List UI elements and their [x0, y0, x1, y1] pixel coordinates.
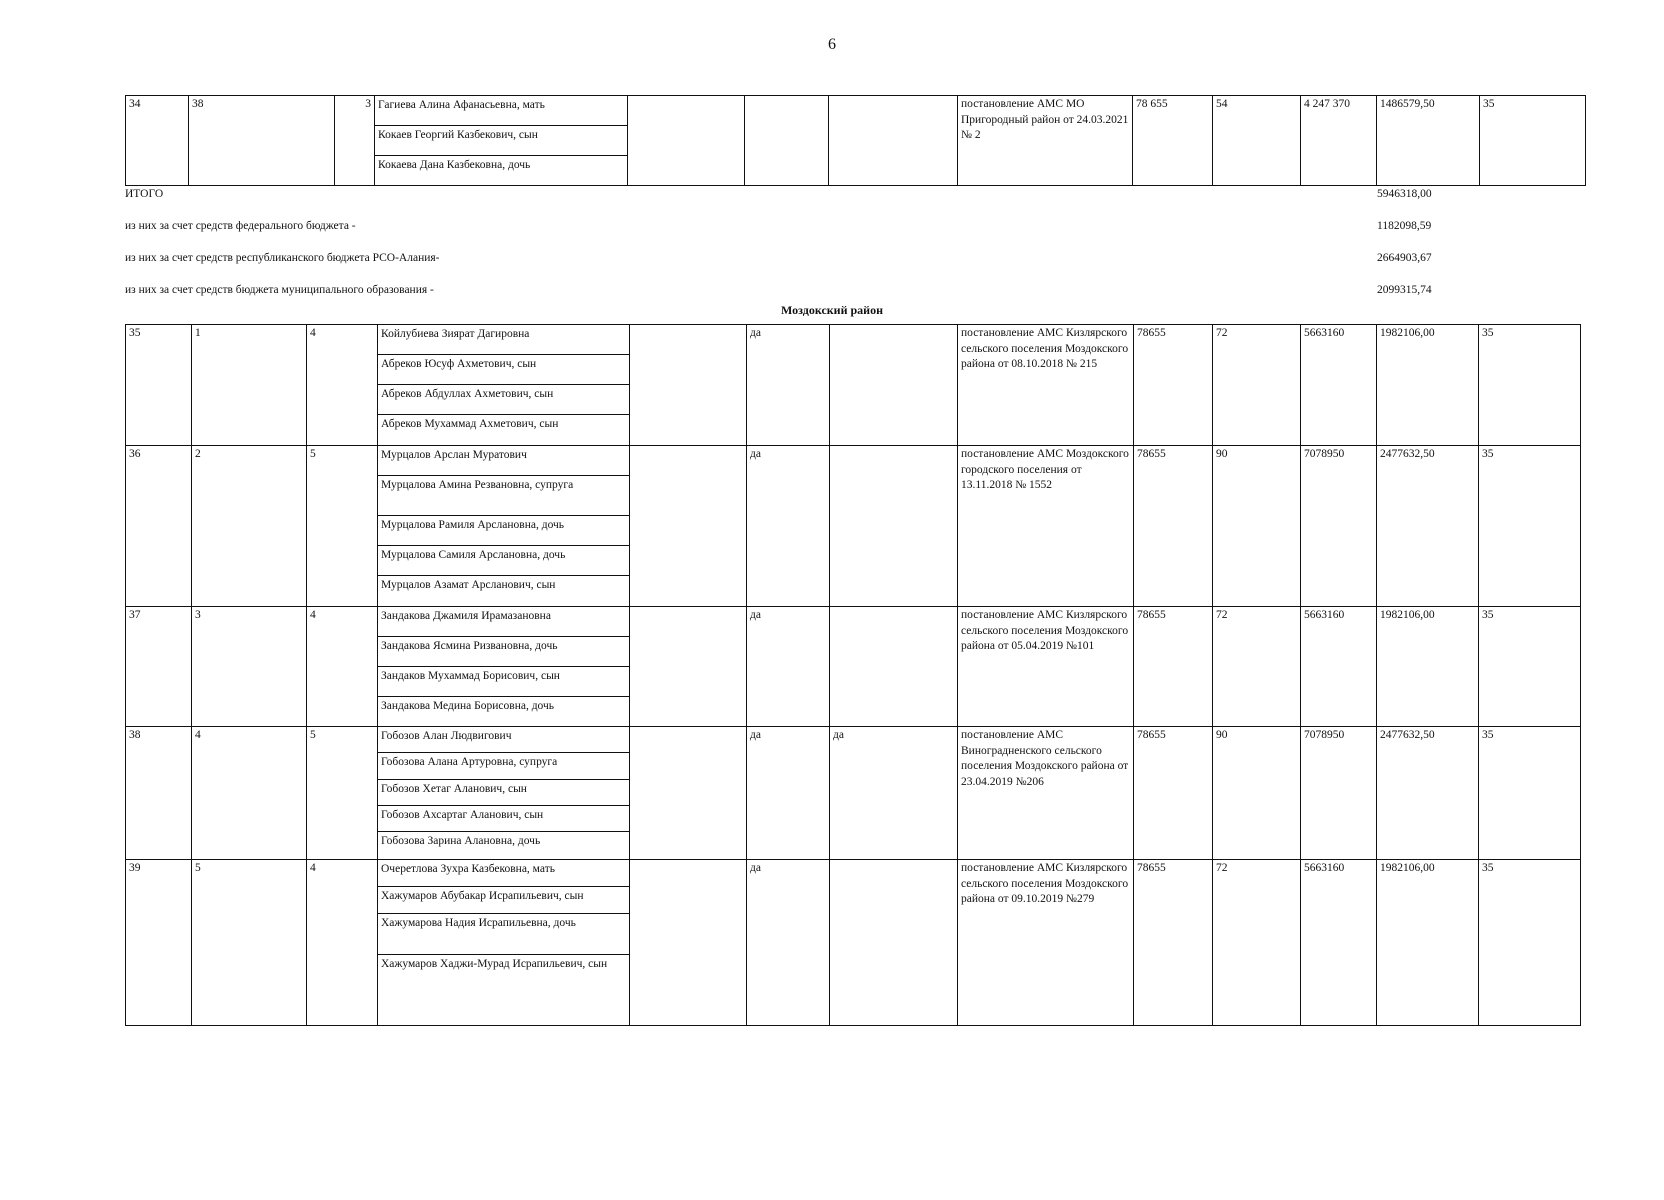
member-name: Кокаев Георгий Казбекович, сын	[375, 126, 627, 156]
member-name: Мурцалова Амина Резвановна, супруга	[378, 476, 629, 516]
cell-c13: 35	[1479, 607, 1581, 727]
member-name: Койлубиева Зиярат Дагировна	[378, 325, 629, 355]
cell-c5	[630, 860, 747, 1026]
cell-c9: 78655	[1134, 860, 1213, 1026]
cell-c7: да	[830, 727, 958, 860]
table-mozdok	[125, 324, 1581, 1026]
cell-c9: 78655	[1134, 446, 1213, 607]
cell-c5	[630, 607, 747, 727]
cell-decree: постановление АМС МО Пригородный район от 24.03.2021 № 2	[958, 96, 1133, 186]
cell-c12: 1982106,00	[1377, 607, 1479, 727]
cell-decree: постановление АМС Кизлярского сельского поселения Моздокского района от 09.10.2019 №279	[958, 860, 1134, 1026]
cell-c2: 1	[192, 325, 307, 446]
member-name: Абреков Абдуллах Ахметович, сын	[378, 385, 629, 415]
cell-number: 36	[126, 446, 192, 607]
cell-family-size: 5	[307, 446, 378, 607]
cell-c10: 72	[1213, 607, 1301, 727]
cell-decree: постановление АМС Кизлярского сельского поселения Моздокского района от 05.04.2019 №101	[958, 607, 1134, 727]
cell-c12: 1486579,50	[1377, 96, 1480, 186]
cell-c6: да	[747, 727, 830, 860]
cell-c11: 4 247 370	[1301, 96, 1377, 186]
members-cell	[378, 446, 630, 607]
cell-family-size: 4	[307, 860, 378, 1026]
cell-decree: постановление АМС Кизлярского сельского поселения Моздокского района от 08.10.2018 № 215	[958, 325, 1134, 446]
cell-family-size: 5	[307, 727, 378, 860]
cell-c7	[830, 446, 958, 607]
members-cell	[375, 96, 628, 186]
member-name: Хажумарова Надия Исрапильевна, дочь	[378, 914, 629, 955]
republic-label: из них за счет средств республиканского бюджета РСО-Алания-	[125, 252, 440, 264]
cell-c11: 5663160	[1301, 325, 1377, 446]
republic-value: 2664903,67	[1377, 252, 1432, 264]
cell-c10: 72	[1213, 325, 1301, 446]
member-name: Гобозов Алан Людвигович	[378, 727, 629, 753]
cell-c7	[830, 607, 958, 727]
members-cell	[378, 325, 630, 446]
members-cell	[378, 607, 630, 727]
cell-c11: 7078950	[1301, 446, 1377, 607]
cell-c6	[745, 96, 829, 186]
cell-c6: да	[747, 446, 830, 607]
cell-c2: 38	[189, 96, 335, 186]
member-name: Зандакова Медина Борисовна, дочь	[381, 700, 555, 712]
cell-c2: 4	[192, 727, 307, 860]
cell-c6: да	[747, 860, 830, 1026]
cell-c5	[630, 446, 747, 607]
cell-c9: 78655	[1134, 607, 1213, 727]
cell-c10: 90	[1213, 446, 1301, 607]
cell-c12: 1982106,00	[1377, 860, 1479, 1026]
member-name: Кокаева Дана Казбековна, дочь	[378, 159, 531, 171]
member-name: Зандаков Мухаммад Борисович, сын	[378, 667, 629, 697]
cell-decree: постановление АМС Виноградненского сельского поселения Моздокского района от 23.04.2019 №206	[958, 727, 1134, 860]
cell-c10: 72	[1213, 860, 1301, 1026]
member-name: Мурцалов Арслан Муратович	[378, 446, 629, 476]
section-title: Моздокский район	[780, 303, 884, 317]
table-row	[126, 96, 1586, 186]
cell-c7	[830, 325, 958, 446]
cell-c13: 35	[1480, 96, 1586, 186]
municipal-value: 2099315,74	[1377, 284, 1432, 296]
table-row	[126, 607, 1581, 727]
cell-c12: 2477632,50	[1377, 446, 1479, 607]
table-row	[126, 446, 1581, 607]
member-name: Хажумаров Абубакар Исрапильевич, сын	[378, 887, 629, 914]
cell-c12: 2477632,50	[1377, 727, 1479, 860]
table-row	[126, 727, 1581, 860]
cell-c11: 5663160	[1301, 607, 1377, 727]
cell-c6: да	[747, 325, 830, 446]
cell-c12: 1982106,00	[1377, 325, 1479, 446]
municipal-label: из них за счет средств бюджета муниципального образования -	[125, 284, 434, 296]
cell-c11: 7078950	[1301, 727, 1377, 860]
cell-c2: 2	[192, 446, 307, 607]
table-prigorodny	[125, 95, 1586, 186]
member-name: Зандакова Джамиля Ирамазановна	[378, 607, 629, 637]
cell-c5	[628, 96, 745, 186]
cell-c2: 5	[192, 860, 307, 1026]
member-name: Гагиева Алина Афанасьевна, мать	[375, 96, 627, 126]
cell-number: 37	[126, 607, 192, 727]
cell-c7	[829, 96, 958, 186]
cell-number: 34	[126, 96, 189, 186]
member-name: Гобозов Хетаг Аланович, сын	[378, 780, 629, 806]
cell-c9: 78655	[1134, 325, 1213, 446]
member-name: Гобозов Ахсартаг Аланович, сын	[378, 806, 629, 832]
member-name: Хажумаров Хаджи-Мурад Исрапильевич, сын	[381, 958, 608, 970]
cell-c11: 5663160	[1301, 860, 1377, 1026]
cell-c9: 78 655	[1133, 96, 1213, 186]
member-name: Абреков Юсуф Ахметович, сын	[378, 355, 629, 385]
cell-family-size: 3	[335, 96, 375, 186]
cell-c13: 35	[1479, 727, 1581, 860]
total-label: ИТОГО	[125, 188, 164, 200]
member-name: Зандакова Ясмина Ризвановна, дочь	[378, 637, 629, 667]
member-name: Очеретлова Зухра Казбековна, мать	[378, 860, 629, 887]
page-number: 6	[828, 36, 836, 53]
member-name: Гобозова Алана Артуровна, супруга	[378, 753, 629, 780]
cell-c13: 35	[1479, 446, 1581, 607]
members-cell	[378, 860, 630, 1026]
federal-value: 1182098,59	[1377, 220, 1432, 232]
cell-c13: 35	[1479, 325, 1581, 446]
cell-c10: 90	[1213, 727, 1301, 860]
cell-family-size: 4	[307, 607, 378, 727]
table-row	[126, 860, 1581, 1026]
members-cell	[378, 727, 630, 860]
cell-number: 39	[126, 860, 192, 1026]
federal-label: из них за счет средств федерального бюджета -	[125, 220, 356, 232]
member-name: Гобозова Зарина Алановна, дочь	[381, 835, 541, 847]
cell-c10: 54	[1213, 96, 1301, 186]
cell-c5	[630, 727, 747, 860]
cell-decree: постановление АМС Моздокского городского поселения от 13.11.2018 № 1552	[958, 446, 1134, 607]
member-name: Мурцалов Азамат Арсланович, сын	[381, 579, 556, 591]
total-value: 5946318,00	[1377, 188, 1432, 200]
cell-c7	[830, 860, 958, 1026]
cell-c6: да	[747, 607, 830, 727]
cell-c5	[630, 325, 747, 446]
cell-c9: 78655	[1134, 727, 1213, 860]
member-name: Мурцалова Рамиля Арслановна, дочь	[378, 516, 629, 546]
cell-family-size: 4	[307, 325, 378, 446]
member-name: Абреков Мухаммад Ахметович, сын	[381, 418, 559, 430]
cell-c13: 35	[1479, 860, 1581, 1026]
cell-number: 38	[126, 727, 192, 860]
table-row	[126, 325, 1581, 446]
cell-c2: 3	[192, 607, 307, 727]
member-name: Мурцалова Самиля Арслановна, дочь	[378, 546, 629, 576]
cell-number: 35	[126, 325, 192, 446]
